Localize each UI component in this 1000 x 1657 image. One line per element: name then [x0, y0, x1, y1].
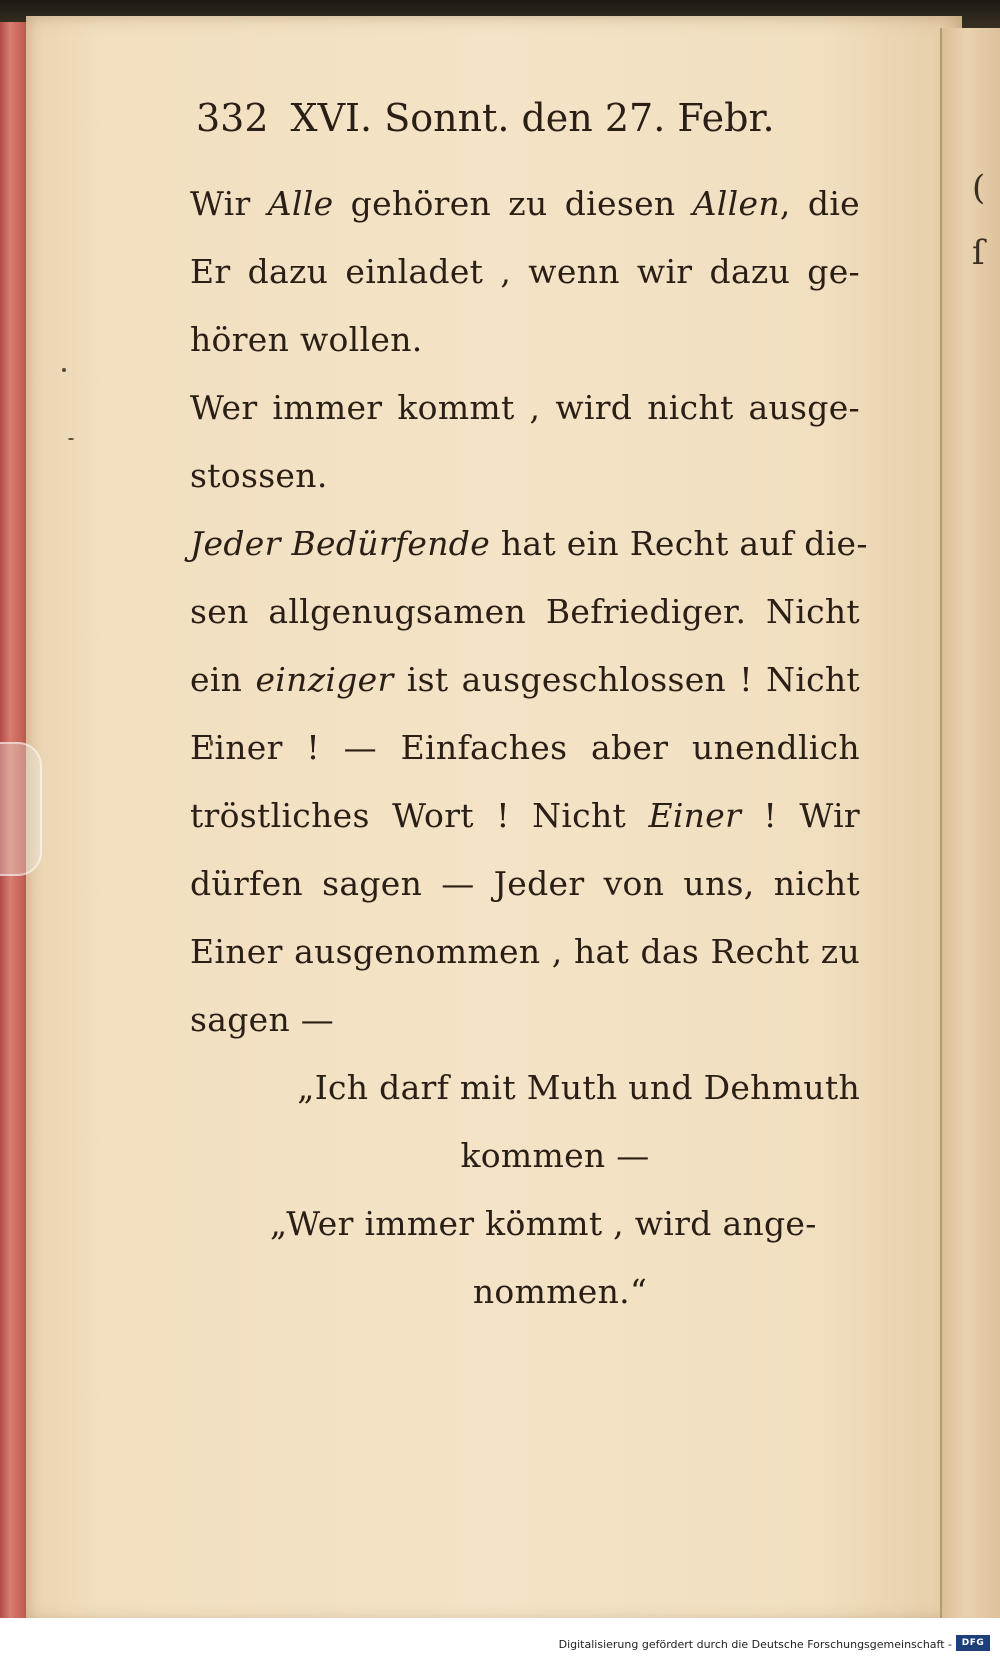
text-line — [190, 646, 860, 714]
text-segment: „Wer immer kömmt , wird ange- — [270, 1204, 817, 1243]
running-header — [196, 96, 796, 146]
emphasized-text: Alle — [267, 184, 334, 223]
text-segment: Einer ! — Einfaches aber unendlich — [190, 728, 860, 767]
text-segment: tröstliches Wort ! Nicht — [190, 796, 649, 835]
text-line — [190, 714, 860, 782]
text-segment: gehören zu diesen — [333, 184, 693, 223]
text-segment: „Ich darf mit Muth und Dehmuth — [297, 1068, 860, 1107]
emphasized-text: einziger — [255, 660, 394, 699]
digitization-credit: Digitalisierung gefördert durch die Deutsche Forschungsgemeinschaft - — [558, 1638, 952, 1651]
text-segment: , die — [779, 184, 861, 223]
text-line — [190, 238, 860, 306]
text-line — [190, 1190, 860, 1258]
running-head-title: XVI. Sonnt. den 27. Febr. — [290, 96, 775, 140]
text-segment: Einer ausgenommen , hat das Recht zu — [190, 932, 860, 971]
text-line — [190, 918, 860, 986]
text-line — [190, 1122, 860, 1190]
text-line — [190, 1258, 860, 1326]
text-segment: sen allgenugsamen Befriediger. Nicht — [190, 592, 860, 631]
text-line — [190, 374, 860, 442]
text-line — [190, 782, 860, 850]
text-line — [190, 1054, 860, 1122]
text-line — [190, 170, 860, 238]
next-page-edge — [940, 28, 1000, 1618]
text-segment: ein — [190, 660, 256, 699]
next-page-fragment: ſ — [972, 233, 985, 273]
text-segment: Wer immer kommt , wird nicht ausge- — [190, 388, 860, 427]
text-segment: Wir — [190, 184, 268, 223]
text-segment: nommen.“ — [472, 1272, 648, 1311]
text-segment: stossen. — [190, 456, 328, 495]
text-line — [190, 850, 860, 918]
ink-speck — [68, 438, 74, 440]
text-line — [190, 442, 860, 510]
text-line — [190, 306, 860, 374]
emphasized-text: Allen — [692, 184, 780, 223]
text-segment: sagen — — [190, 1000, 335, 1039]
text-segment: Er dazu einladet , wenn wir dazu ge- — [190, 252, 860, 291]
body-text — [190, 170, 868, 1326]
ink-speck — [62, 368, 66, 372]
page-number: 332 — [196, 96, 269, 140]
page-clip — [0, 742, 42, 876]
next-page-fragment: ( — [972, 168, 986, 208]
emphasized-text: Einer — [648, 796, 742, 835]
text-segment: hören wollen. — [190, 320, 423, 359]
text-segment: dürfen sagen — Jeder von uns, nicht — [190, 864, 860, 903]
emphasized-text: Jeder Bedürfende — [190, 524, 491, 563]
text-segment: ! Wir — [741, 796, 860, 835]
text-segment: ist ausgeschlossen ! Nicht — [393, 660, 860, 699]
dfg-logo: DFG — [956, 1635, 990, 1651]
text-line — [190, 986, 860, 1054]
text-line — [190, 578, 860, 646]
text-segment: kommen — — [460, 1136, 650, 1175]
text-segment: hat ein Recht auf die- — [490, 524, 868, 563]
text-line — [190, 510, 868, 578]
